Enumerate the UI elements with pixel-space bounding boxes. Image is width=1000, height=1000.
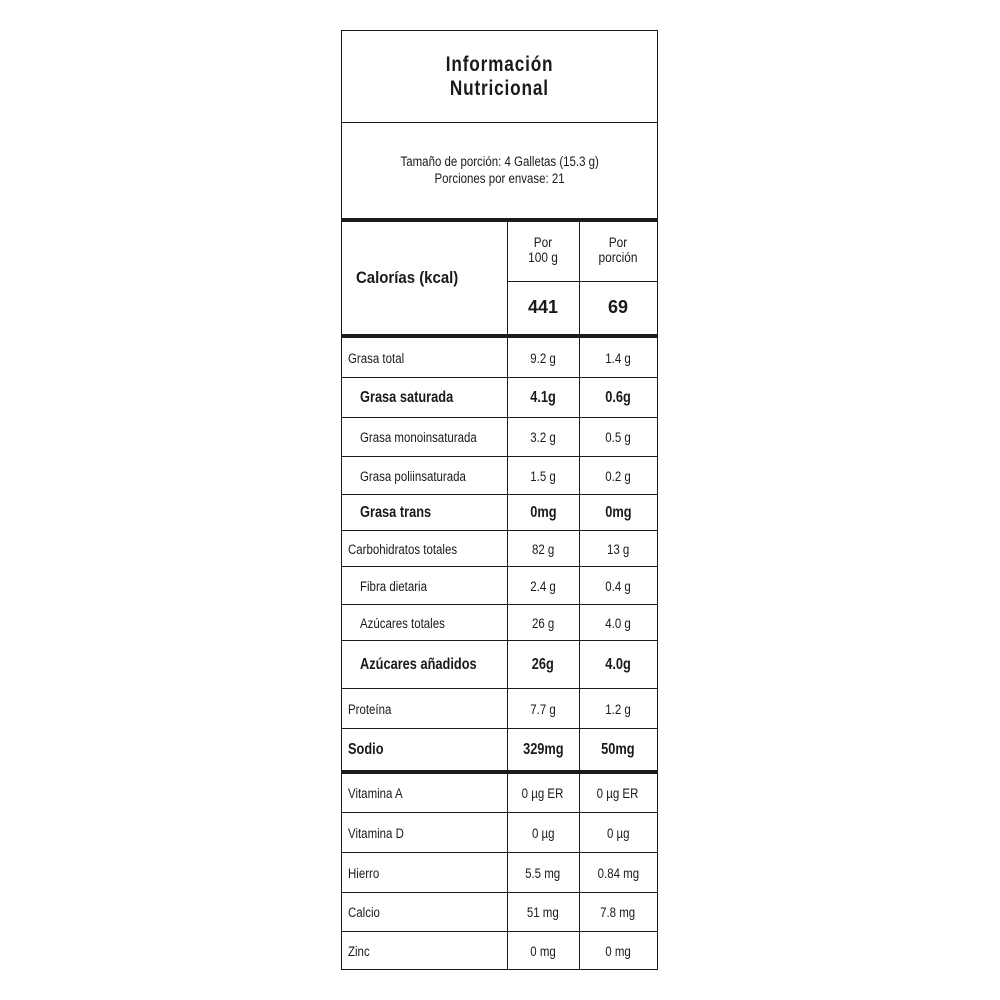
value-per-100g-cell (507, 495, 579, 531)
column-header-line: Por (533, 235, 553, 250)
title-line-2: Nutricional (450, 76, 549, 100)
value-per-100g: 4.1g (530, 389, 556, 406)
nutrient-name-cell (342, 338, 507, 378)
value-per-100g: 26g (531, 656, 555, 673)
nutrient-row (342, 338, 657, 378)
nutrient-name: Grasa saturada (360, 389, 454, 406)
value-per-serving: 0.4 g (605, 578, 631, 594)
nutrient-row (342, 495, 657, 531)
nutrient-name: Grasa trans (360, 504, 432, 521)
value-per-100g-cell (507, 531, 579, 567)
value-per-serving-cell (579, 932, 657, 970)
nutrient-name-cell (342, 641, 507, 689)
value-per-100g: 3.2 g (530, 430, 556, 445)
value-per-100g-cell (507, 457, 579, 495)
value-per-100g-cell (507, 641, 579, 689)
value-per-serving: 0.6g (605, 389, 631, 406)
value-per-100g: 26 g (531, 615, 555, 631)
value-per-100g: 0 µg (531, 825, 555, 841)
value-per-serving-cell (579, 774, 657, 813)
nutrient-name-cell (342, 457, 507, 495)
value-per-serving-cell (579, 531, 657, 567)
value-per-100g-cell (507, 567, 579, 605)
column-divider (579, 222, 580, 770)
serving-info (342, 122, 657, 218)
value-per-serving-cell (579, 689, 657, 729)
nutrient-name-cell (342, 531, 507, 567)
column-header-line: Por (608, 235, 628, 250)
value-per-100g-cell (507, 729, 579, 770)
value-per-100g: 329mg (522, 740, 564, 758)
nutrient-name-cell (342, 893, 507, 932)
value-per-100g: 9.2 g (530, 350, 556, 366)
nutrient-name-cell (342, 689, 507, 729)
value-per-serving-cell (579, 641, 657, 689)
nutrient-row (342, 932, 657, 970)
nutrient-name-cell (342, 567, 507, 605)
calories-label (342, 221, 507, 334)
calories-per-100g: 441 (527, 297, 559, 317)
nutrient-name: Sodio (348, 740, 384, 758)
nutrient-row (342, 729, 657, 770)
value-per-serving-cell (579, 605, 657, 641)
value-per-100g: 5.5 mg (525, 865, 561, 881)
value-per-100g-cell (507, 338, 579, 378)
nutrient-name-cell (342, 378, 507, 418)
nutrient-name: Carbohidratos totales (348, 541, 458, 557)
nutrient-name: Hierro (348, 865, 380, 881)
nutrient-name-cell (342, 495, 507, 531)
value-per-serving: 4.0g (605, 656, 631, 673)
servings-per-container: Porciones por envase: 21 (434, 171, 565, 186)
value-per-serving: 0.84 mg (597, 865, 639, 881)
value-per-100g-cell (507, 813, 579, 853)
value-per-serving: 0 mg (605, 943, 631, 959)
value-per-serving: 0 µg (606, 825, 630, 841)
nutrient-row (342, 457, 657, 495)
value-per-100g: 51 mg (527, 905, 559, 920)
nutrient-row (342, 418, 657, 457)
value-per-100g-cell (507, 689, 579, 729)
nutrient-row (342, 893, 657, 932)
nutrient-name-cell (342, 729, 507, 770)
nutrient-row (342, 567, 657, 605)
value-per-100g-cell (507, 605, 579, 641)
nutrient-name: Calcio (348, 905, 380, 920)
value-per-serving: 4.0 g (605, 615, 631, 631)
nutrient-name: Zinc (348, 943, 370, 959)
value-per-serving-cell (579, 853, 657, 893)
nutrient-name: Proteína (348, 701, 392, 717)
value-per-serving-cell (579, 457, 657, 495)
value-per-100g: 7.7 g (530, 701, 556, 717)
nutrient-name: Vitamina D (348, 825, 404, 841)
nutrient-row (342, 853, 657, 893)
value-per-100g: 0 mg (530, 943, 556, 959)
nutrient-name-cell (342, 418, 507, 457)
calories-per-serving: 69 (607, 297, 629, 317)
value-per-serving-cell (579, 495, 657, 531)
value-per-serving: 7.8 mg (600, 905, 636, 920)
value-per-100g-cell (507, 893, 579, 932)
value-per-serving: 0mg (604, 504, 632, 521)
nutrient-name: Grasa poliinsaturada (360, 468, 466, 484)
value-per-serving: 0.2 g (605, 468, 631, 484)
nutrient-row (342, 531, 657, 567)
calories-label-text: Calorías (kcal) (356, 267, 459, 287)
column-header-per-serving (579, 235, 657, 283)
value-per-serving: 0 µg ER (597, 786, 639, 801)
serving-size: Tamaño de porción: 4 Galletas (15.3 g) (400, 154, 599, 169)
nutrient-row (342, 605, 657, 641)
value-per-100g-cell (507, 932, 579, 970)
nutrient-name-cell (342, 932, 507, 970)
nutrient-name: Azúcares totales (360, 615, 445, 631)
column-divider (507, 774, 508, 970)
value-per-100g: 0 µg ER (522, 786, 564, 801)
nutrient-name: Fibra dietaria (360, 578, 427, 594)
column-divider (507, 222, 508, 770)
nutrient-row (342, 813, 657, 853)
nutrient-row (342, 774, 657, 813)
value-per-100g-cell (507, 774, 579, 813)
nutrient-name: Grasa total (348, 350, 405, 366)
value-per-serving: 0.5 g (605, 430, 631, 445)
value-per-serving-cell (579, 378, 657, 418)
value-per-serving: 13 g (606, 541, 630, 557)
value-per-serving-cell (579, 893, 657, 932)
column-header-line: 100 g (528, 250, 558, 265)
nutrient-name-cell (342, 813, 507, 853)
nutrient-name-cell (342, 605, 507, 641)
value-per-serving-cell (579, 418, 657, 457)
value-per-serving-cell (579, 338, 657, 378)
value-per-serving-cell (579, 813, 657, 853)
label-title (342, 31, 657, 123)
value-per-serving-cell (579, 729, 657, 770)
nutrient-name: Vitamina A (348, 786, 403, 801)
value-per-serving-cell (579, 567, 657, 605)
value-per-100g-cell (507, 378, 579, 418)
thick-divider (342, 770, 657, 774)
value-per-serving: 50mg (601, 740, 635, 758)
column-header-line: porción (598, 250, 638, 265)
nutrient-name: Azúcares añadidos (360, 656, 477, 673)
value-per-100g-cell (507, 853, 579, 893)
value-per-100g: 0mg (529, 504, 557, 521)
nutrient-row (342, 641, 657, 689)
value-per-serving: 1.2 g (605, 701, 631, 717)
value-per-100g: 1.5 g (530, 468, 556, 484)
value-per-100g: 2.4 g (530, 578, 556, 594)
nutrition-facts-label (341, 30, 658, 970)
nutrient-name: Grasa monoinsaturada (360, 430, 477, 445)
title-line-1: Información (445, 52, 554, 76)
value-per-100g: 82 g (531, 541, 555, 557)
column-header-per-100g (507, 235, 579, 283)
nutrient-name-cell (342, 774, 507, 813)
nutrient-name-cell (342, 853, 507, 893)
value-per-100g-cell (507, 418, 579, 457)
nutrient-row (342, 689, 657, 729)
nutrient-row (342, 378, 657, 418)
value-per-serving: 1.4 g (605, 350, 631, 366)
column-divider (579, 774, 580, 970)
